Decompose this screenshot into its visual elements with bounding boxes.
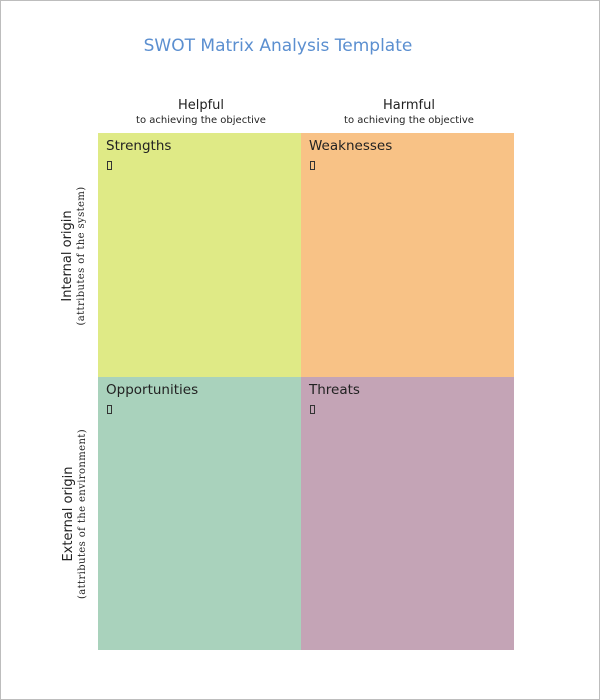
bullet-icon — [310, 161, 315, 170]
row-header-internal-label: Internal origin — [60, 210, 75, 302]
column-header-harmful-sub: to achieving the objective — [344, 115, 474, 126]
page-title: SWOT Matrix Analysis Template — [143, 36, 413, 56]
quadrant-threats — [301, 377, 514, 650]
quadrant-strengths-label: Strengths — [106, 138, 172, 154]
row-header-external-label: External origin — [61, 466, 76, 562]
row-header-external — [61, 379, 93, 649]
quadrant-weaknesses — [301, 133, 514, 377]
quadrant-weaknesses-label: Weaknesses — [309, 138, 393, 154]
column-header-helpful — [100, 98, 302, 127]
bullet-icon — [107, 161, 112, 170]
column-header-helpful-sub: to achieving the objective — [136, 115, 266, 126]
row-header-external-sub: (attributes of the environment) — [77, 428, 88, 600]
quadrant-threats-label: Threats — [309, 382, 360, 398]
quadrant-opportunities-label: Opportunities — [106, 382, 199, 398]
quadrant-opportunities — [98, 377, 301, 650]
column-header-helpful-label: Helpful — [177, 98, 225, 113]
quadrant-strengths — [98, 133, 301, 377]
bullet-icon — [107, 405, 112, 414]
row-header-internal — [60, 136, 92, 376]
column-header-harmful-label: Harmful — [383, 98, 435, 113]
bullet-icon — [310, 405, 315, 414]
row-header-internal-sub: (attributes of the system) — [76, 186, 87, 326]
column-header-harmful — [304, 98, 514, 127]
